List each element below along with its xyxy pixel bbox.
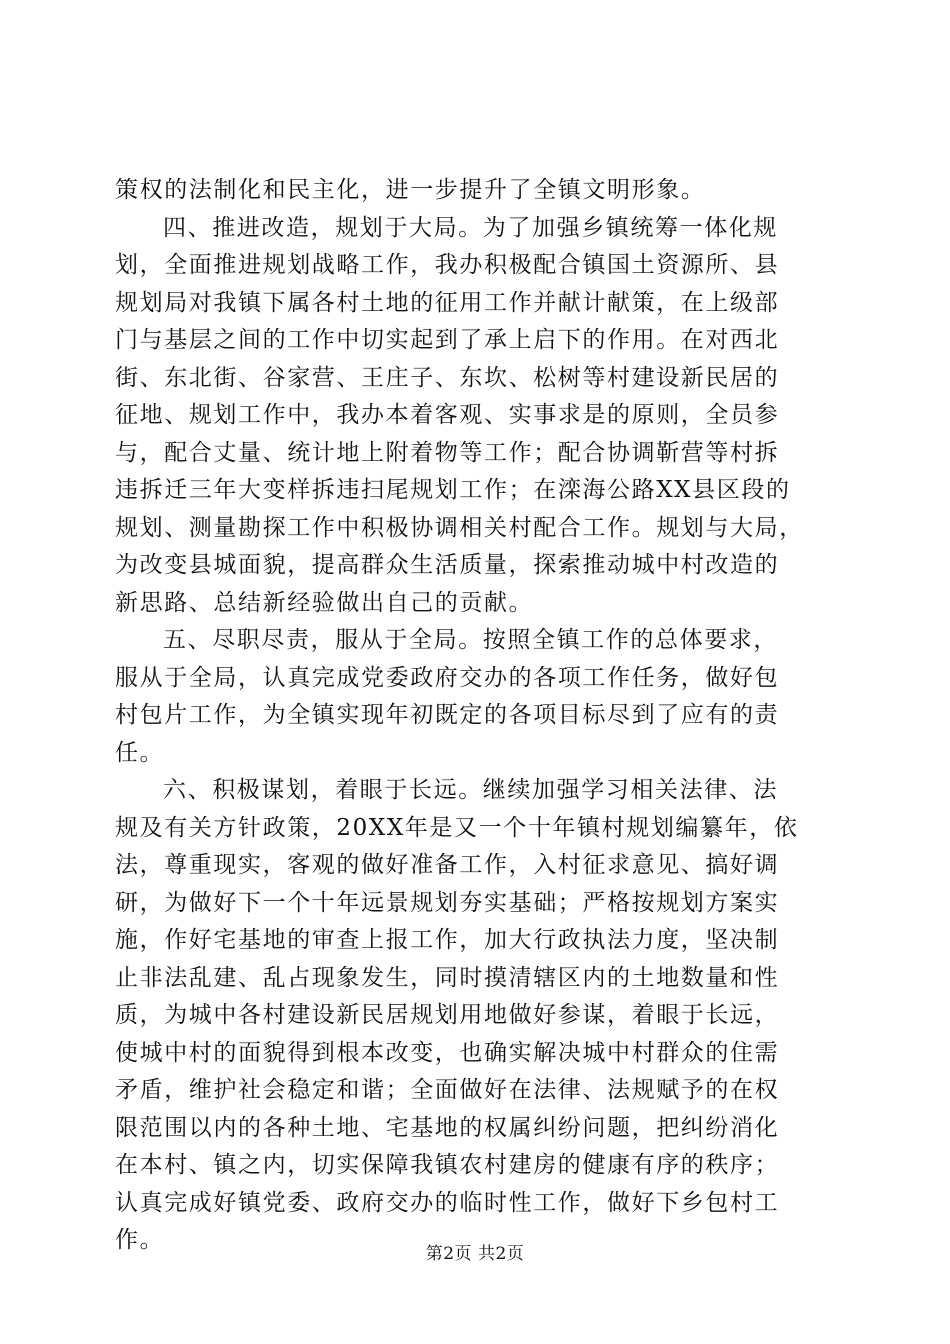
text-line: 门与基层之间的工作中切实起到了承上启下的作用。在对西北 [115, 327, 780, 353]
paragraph-start-line: 六、积极谋划，着眼于长远。继续加强学习相关法律、法 [163, 777, 778, 803]
text-line: 法，尊重现实，客观的做好准备工作，入村征求意见、搞好调 [115, 852, 780, 878]
text-line: 认真完成好镇党委、政府交办的临时性工作，做好下乡包村工 [115, 1189, 780, 1216]
page-footer [0, 1242, 950, 1266]
paragraph-start-line: 五、尽职尽责，服从于全局。按照全镇工作的总体要求， [163, 627, 778, 653]
text-line: 规及有关方针政策，20XX年是又一个十年镇村规划编纂年，依 [115, 814, 799, 841]
text-line: 任。 [115, 739, 165, 766]
paragraph-start-line: 四、推进改造，规划于大局。为了加强乡镇统筹一体化规 [163, 214, 778, 241]
text-line: 在本村、镇之内，切实保障我镇农村建房的健康有序的秩序； [115, 1152, 780, 1178]
text-line: 止非法乱建、乱占现象发生，同时摸清辖区内的土地数量和性 [115, 964, 780, 991]
text-line: 村包片工作，为全镇实现年初既定的各项目标尽到了应有的责 [115, 702, 780, 728]
text-line: 街、东北街、谷家营、王庄子、东坎、松树等村建设新民居的 [115, 364, 780, 391]
text-line: 新思路、总结新经验做出自己的贡献。 [115, 589, 534, 616]
text-line: 为改变县城面貌，提高群众生活质量，探索推动城中村改造的 [115, 552, 780, 578]
text-line: 规划局对我镇下属各村土地的征用工作并献计献策，在上级部 [115, 289, 780, 316]
document-body [115, 172, 835, 1260]
text-line: 服从于全局，认真完成党委政府交办的各项工作任务，做好包 [115, 664, 780, 691]
text-line: 质，为城中各村建设新民居规划用地做好参谋，着眼于长远， [115, 1002, 780, 1028]
text-line: 限范围以内的各种土地、宅基地的权属纠纷问题，把纠纷消化 [115, 1114, 780, 1141]
text-line: 矛盾，维护社会稳定和谐；全面做好在法律、法规赋予的在权 [115, 1077, 780, 1103]
text-line: 作。 [115, 1227, 165, 1253]
text-line: 施，作好宅基地的审查上报工作，加大行政执法力度，坚决制 [115, 927, 780, 953]
text-line: 划，全面推进规划战略工作，我办积极配合镇国土资源所、县 [115, 252, 780, 278]
text-line: 使城中村的面貌得到根本改变，也确实解决城中村群众的住需 [115, 1039, 780, 1066]
text-line: 违拆迁三年大变样拆违扫尾规划工作；在滦海公路XX县区段的 [115, 477, 791, 503]
text-line: 与，配合丈量、统计地上附着物等工作；配合协调靳营等村拆 [115, 439, 780, 466]
text-line: 研，为做好下一个十年远景规划夯实基础；严格按规划方案实 [115, 889, 780, 916]
page-number-label: 第2页 共2页 [425, 1244, 525, 1264]
text-line: 征地、规划工作中，我办本着客观、实事求是的原则，全员参 [115, 402, 780, 428]
text-line: 策权的法制化和民主化，进一步提升了全镇文明形象。 [115, 177, 706, 203]
text-line: 规划、测量勘探工作中积极协调相关村配合工作。规划与大局， [115, 514, 804, 541]
